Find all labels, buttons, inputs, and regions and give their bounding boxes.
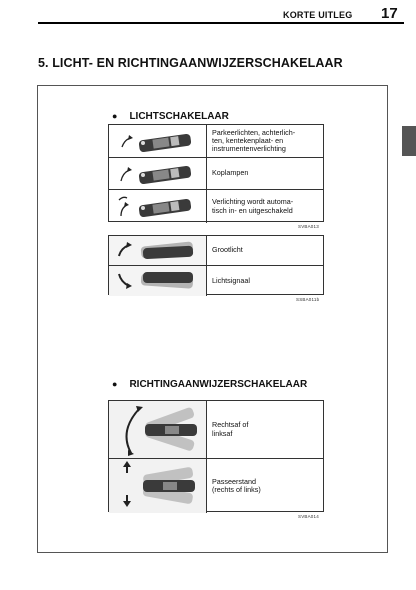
lights-row-3 — [109, 190, 323, 223]
beams-row-1-label: Grootlicht — [212, 245, 243, 255]
lever-illustration — [109, 236, 207, 265]
turn-heading — [112, 379, 307, 390]
lever-illustration — [109, 401, 207, 458]
turn-row-1-label: Rechtsaf of linksaf — [212, 420, 249, 438]
lights-row-3-label: Verlichting wordt automa- tisch in- en uitgeschakeld — [212, 197, 294, 215]
beams-table — [108, 235, 324, 295]
turn-row-1 — [109, 401, 323, 459]
lights-heading — [112, 111, 229, 122]
beams-row-1 — [109, 236, 323, 266]
beams-row-2 — [109, 266, 323, 296]
turn-table — [108, 400, 324, 512]
section-thumb-tab — [402, 126, 416, 156]
running-head: KORTE UITLEG — [283, 10, 353, 20]
lights-table — [108, 124, 324, 222]
header-rule — [38, 22, 404, 24]
turn-row-2-label: Passeerstand (rechts of links) — [212, 476, 261, 494]
beams-row-1-text-cell — [207, 236, 323, 265]
bullet-icon: ● — [112, 379, 118, 389]
lights-heading-text: LICHTSCHAKELAAR — [129, 111, 229, 122]
page-number: 17 — [381, 5, 398, 22]
figure-code: SVBA014 — [298, 514, 319, 519]
bullet-icon: ● — [112, 111, 118, 121]
section-title: 5. LICHT- EN RICHTINGAANWIJZERSCHAKELAAR — [38, 56, 343, 70]
lights-row-2-text-cell — [207, 158, 323, 189]
figure-code: SSBA011b — [296, 297, 320, 302]
lights-row-2-label: Koplampen — [212, 168, 249, 178]
lever-illustration — [109, 266, 207, 296]
turn-row-1-text-cell — [207, 401, 323, 458]
lever-illustration — [109, 158, 207, 189]
lever-illustration — [109, 459, 207, 513]
beams-row-2-label: Lichtsignaal — [212, 275, 250, 285]
lights-row-3-text-cell — [207, 190, 323, 223]
turn-row-2 — [109, 459, 323, 513]
turn-heading-text: RICHTINGAANWIJZERSCHAKELAAR — [129, 379, 308, 390]
lights-row-2 — [109, 158, 323, 190]
turn-row-2-text-cell — [207, 459, 323, 513]
beams-row-2-text-cell — [207, 266, 323, 296]
lever-illustration — [109, 190, 207, 223]
lights-row-1-text-cell — [207, 125, 323, 157]
lights-row-1-label: Parkeerlichten, achterlich- ten, kentekenplaat- en instrumentenverlichting — [212, 127, 296, 154]
lever-illustration — [109, 125, 207, 157]
figure-code: SVBA013 — [298, 224, 319, 229]
lights-row-1 — [109, 125, 323, 158]
